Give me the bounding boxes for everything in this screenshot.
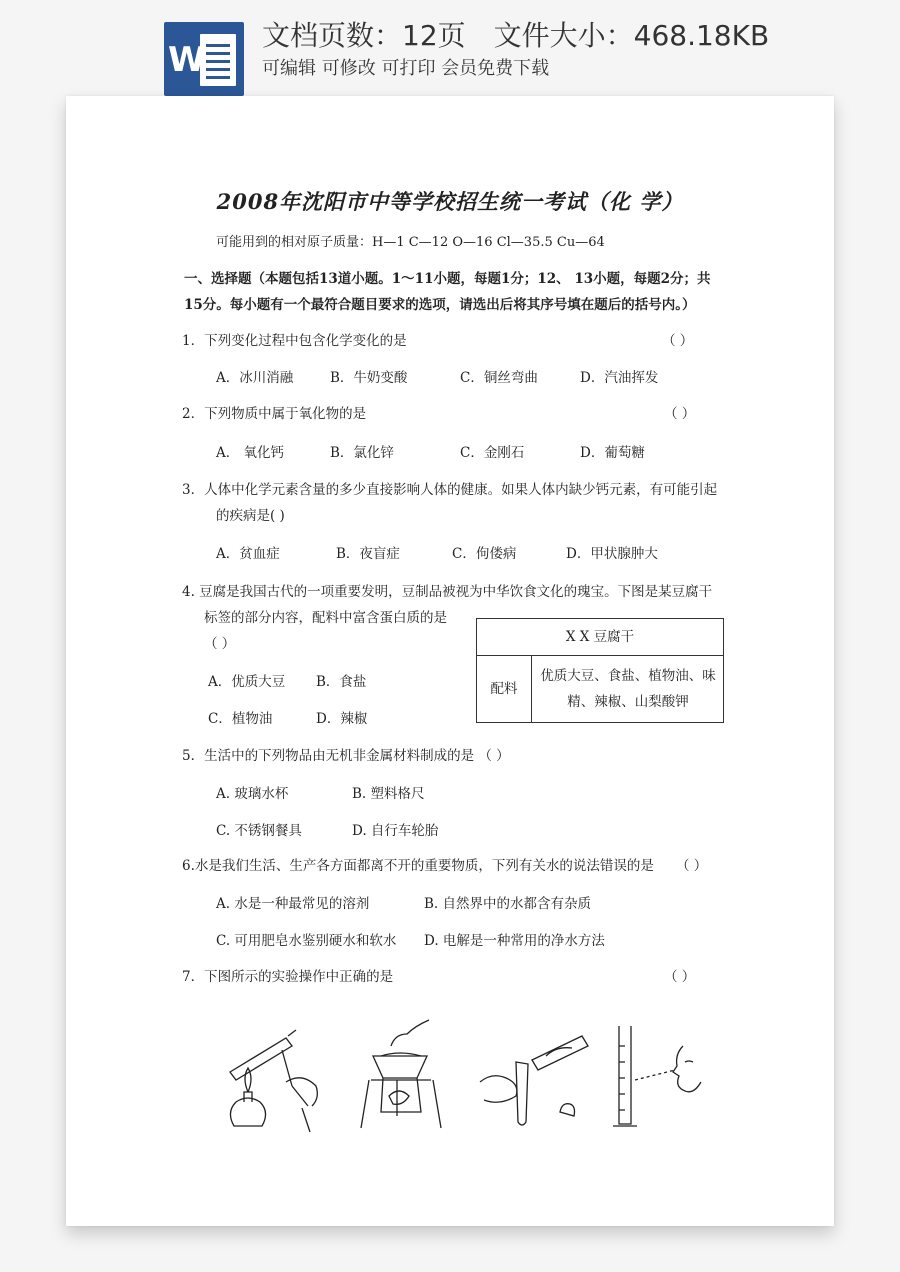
section-heading: 一、选择题（本题包括13道小题。1～11小题，每题1分；12、 13小题，每题2分；共15分。每小题有一个最符合题目要求的选项，请选出后将其序号填在题后的括号内。） xyxy=(184,271,711,313)
question-4-cont: 标签的部分内容，配料中富含蛋白质的是 xyxy=(204,610,447,626)
q4-option-d: D．辣椒 xyxy=(316,711,368,727)
question-7: 7．下图所示的实验操作中正确的是 xyxy=(182,969,394,985)
q4-option-b: B．食盐 xyxy=(316,674,367,690)
word-letter: W xyxy=(168,40,206,80)
q3-option-c: C．佝偻病 xyxy=(452,546,517,562)
feature-list: 可编辑 可修改 可打印 会员免费下载 xyxy=(262,58,550,79)
figure-graduated-cylinder xyxy=(601,1016,711,1136)
figure-heating-test-tube xyxy=(216,1016,336,1136)
q3-option-b: B．夜盲症 xyxy=(336,546,400,562)
answer-paren-2: （ ） xyxy=(664,406,696,422)
document-title: 2008年沈阳市中等学校招生统一考试（化 学） xyxy=(216,189,684,214)
q2-option-d: D．葡萄糖 xyxy=(580,445,645,461)
word-icon xyxy=(164,22,244,96)
q4-option-a: A．优质大豆 xyxy=(208,674,286,690)
question-1: 1．下列变化过程中包含化学变化的是 xyxy=(182,333,407,349)
q2-option-b: B．氯化锌 xyxy=(330,445,394,461)
question-6: 6.水是我们生活、生产各方面都离不开的重要物质，下列有关水的说法错误的是 xyxy=(182,858,654,874)
tofu-table-header: X X 豆腐干 xyxy=(477,619,723,656)
question-5: 5．生活中的下列物品由无机非金属材料制成的是 （ ） xyxy=(182,748,510,764)
page-count: 文档页数：12页 xyxy=(262,19,466,52)
ingredients-list xyxy=(533,663,723,715)
q2-option-a: A． 氧化钙 xyxy=(216,445,285,461)
q4-option-c: C．植物油 xyxy=(208,711,273,727)
q5-option-b: B. 塑料格尺 xyxy=(352,786,425,802)
q2-option-c: C．金刚石 xyxy=(460,445,525,461)
question-3: 3．人体中化学元素含量的多少直接影响人体的健康。如果人体内缺少钙元素，有可能引起 xyxy=(182,482,718,498)
q6-option-b: B. 自然界中的水都含有杂质 xyxy=(424,896,592,912)
file-size: 文件大小：468.18KB xyxy=(493,19,770,52)
q6-option-d: D. 电解是一种常用的净水方法 xyxy=(424,933,605,949)
experiment-figures xyxy=(206,1016,706,1136)
question-3-cont: 的疾病是( ) xyxy=(216,508,285,524)
q3-option-d: D．甲状腺肿大 xyxy=(566,546,658,562)
q5-option-c: C. 不锈钢餐具 xyxy=(216,823,302,839)
ingredients-line-2: 精、辣椒、山梨酸钾 xyxy=(567,694,689,710)
q3-option-a: A．贫血症 xyxy=(216,546,280,562)
document-page xyxy=(66,96,834,1226)
q1-option-d: D．汽油挥发 xyxy=(580,370,659,386)
file-info-title xyxy=(262,16,769,56)
q6-option-a: A. 水是一种最常见的溶剂 xyxy=(216,896,370,912)
q5-option-d: D. 自行车轮胎 xyxy=(352,823,439,839)
answer-paren-1: （ ） xyxy=(662,333,694,349)
atomic-masses: 可能用到的相对原子质量：H—1 C—12 O—16 Cl—35.5 Cu—64 xyxy=(216,235,605,250)
answer-paren-6: （ ） xyxy=(676,858,708,874)
q1-option-c: C．铜丝弯曲 xyxy=(460,370,538,386)
question-4: 4. 豆腐是我国古代的一项重要发明，豆制品被视为中华饮食文化的瑰宝。下图是某豆腐干 xyxy=(182,584,713,600)
question-2: 2．下列物质中属于氧化物的是 xyxy=(182,406,367,422)
ingredients-line-1: 优质大豆、食盐、植物油、味 xyxy=(540,668,716,684)
tofu-label-table xyxy=(476,618,724,723)
ingredients-label: 配料 xyxy=(477,656,532,722)
answer-paren-4: （ ） xyxy=(204,636,236,652)
q1-option-a: A．冰川消融 xyxy=(216,370,294,386)
q6-option-c: C. 可用肥皂水鉴别硬水和软水 xyxy=(216,933,397,949)
answer-paren-7: （ ） xyxy=(664,969,696,985)
figure-pouring-liquid xyxy=(476,1016,596,1136)
q5-option-a: A. 玻璃水杯 xyxy=(216,786,289,802)
q1-option-b: B．牛奶变酸 xyxy=(330,370,408,386)
figure-filtration xyxy=(351,1016,461,1136)
